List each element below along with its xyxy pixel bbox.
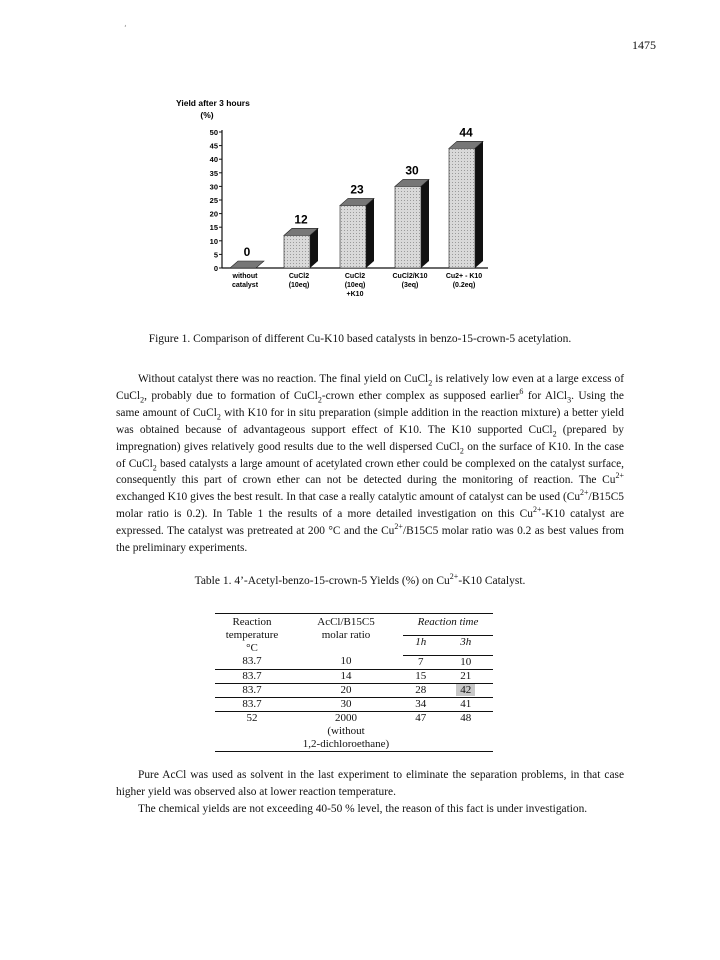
x-tick-label: catalyst <box>231 282 259 289</box>
x-tick-label: without <box>232 273 258 280</box>
header-3h: 3h <box>439 636 494 655</box>
bar-side <box>366 198 374 268</box>
bar-data-label: 30 <box>405 163 419 178</box>
bar-data-label: 44 <box>459 125 473 140</box>
yield-bar-chart <box>170 92 510 327</box>
header-molar-ratio: AcCl/B15C5 molar ratio <box>289 614 403 656</box>
y-tick-label: 50 <box>209 128 218 137</box>
y-tick-label: 5 <box>213 250 218 260</box>
x-tick-label: (3eq) <box>401 282 419 289</box>
table-caption: Table 1. 4’-Acetyl-benzo-15-crown-5 Yields (%) on $Cu^{2+}-K10$ Catalyst. <box>194 572 526 587</box>
y-tick-label: 40 <box>209 155 218 165</box>
bar-front <box>340 205 366 268</box>
y-axis-label: (%) <box>200 110 214 120</box>
yields-table <box>215 613 493 752</box>
y-tick-label: 10 <box>209 236 218 246</box>
bar-front <box>449 148 475 268</box>
x-tick-label: CuCl2/K10 <box>392 273 428 280</box>
y-tick-label: 20 <box>209 209 218 219</box>
x-tick-label: (10eq) <box>344 282 366 289</box>
x-tick-label: +K10 <box>346 291 364 298</box>
paragraph-conclusion: The chemical yields are not exceeding 40-50 % level, the reason of this fact is under investigation. <box>138 803 588 815</box>
bar <box>340 182 374 268</box>
figure-caption: Figure 1. Comparison of different Cu-K10 based catalysts in benzo-15-crown-5 acetylation. <box>148 333 572 345</box>
paragraph-discussion: Without catalyst there was no reaction. The final yield on CuCl$_2$ is relatively low even at a large excess of CuCl$_2$, probably due to formation of CuCl$_2$-crown ether complex as supposed earlier$^6$ for AlCl$_3$. Using the same amount of CuCl$_2$ with K10 for in situ preparation (simple addition in the reaction mixture) a better yield was obtained because of advantageous support effect of K10. The K10 supported CuCl$_2$ (prepared by impregnation) gives relatively good results due to the well dispersed CuCl$_2$ on the surface of K10. In the case of CuCl$_2$ based catalysts a large amount of acetylated crown ether could be complexed on the catalyst surface, consequently this part of crown ether can not be detected during the monitoring of reaction. The $Cu^{2+}$ exchanged K10 gives the best result. In that case a really catalytic amount of catalyst can be used ($Cu^{2+}/B15C5$ molar ratio is 0.2). In Table 1 the results of a more detailed investigation on this $Cu^{2+}-K10$ catalyst are expressed. The catalyst was pretreated at 200 °C and the $Cu^{2+}/B15C5$ molar ratio was 0.2 as best values from the preliminary experiments. <box>116 373 625 555</box>
table-row: 83.7 20 28 42 <box>215 683 493 697</box>
bar-data-label: 12 <box>294 212 308 227</box>
bar-front <box>395 186 421 268</box>
highlighted-cell: 42 <box>439 683 494 697</box>
x-tick-label: (10eq) <box>288 282 310 289</box>
y-tick-label: 15 <box>209 223 218 233</box>
table-row: 83.7 14 15 21 <box>215 669 493 683</box>
table-row: 83.7 30 34 41 <box>215 697 493 711</box>
paragraph-pure-accl: Pure AcCl was used as solvent in the last experiment to eliminate the separation problems, in that case higher yield was observed also at lower reaction temperature. <box>116 769 624 798</box>
x-tick-label: (0.2eq) <box>452 282 476 289</box>
bar <box>395 163 429 268</box>
bar-data-label: 23 <box>350 182 364 197</box>
stray-mark: ¸ <box>124 18 127 27</box>
y-tick-label: 30 <box>209 182 218 192</box>
chart-bars <box>230 125 483 268</box>
y-tick-label: 45 <box>209 141 218 151</box>
x-tick-label: CuCl2 <box>344 273 366 280</box>
x-tick-label: CuCl2 <box>288 273 310 280</box>
bar <box>284 212 318 268</box>
table-row: 83.7 10 7 10 <box>215 655 493 669</box>
page-number: 1475 <box>632 38 656 52</box>
y-tick-label: 0 <box>213 264 218 273</box>
chart-x-labels <box>232 273 483 298</box>
x-tick-label: Cu2+ - K10 <box>445 273 483 280</box>
bar-top <box>230 261 264 268</box>
bar <box>449 125 483 268</box>
header-1h: 1h <box>403 636 439 655</box>
table-row: 52 2000 (without 1,2-dichloroethane) 47 48 <box>215 711 493 751</box>
bar-data-label: 0 <box>243 245 251 259</box>
header-reaction-time: Reaction time <box>403 614 493 636</box>
y-tick-label: 25 <box>209 196 218 205</box>
chart-title: Yield after 3 hours <box>176 98 250 108</box>
bar <box>230 245 264 268</box>
bar-side <box>421 179 429 268</box>
bar-front <box>284 235 310 268</box>
y-tick-label: 35 <box>209 168 218 178</box>
bar-side <box>475 141 483 268</box>
header-temperature: Reaction temperature °C <box>215 614 289 656</box>
